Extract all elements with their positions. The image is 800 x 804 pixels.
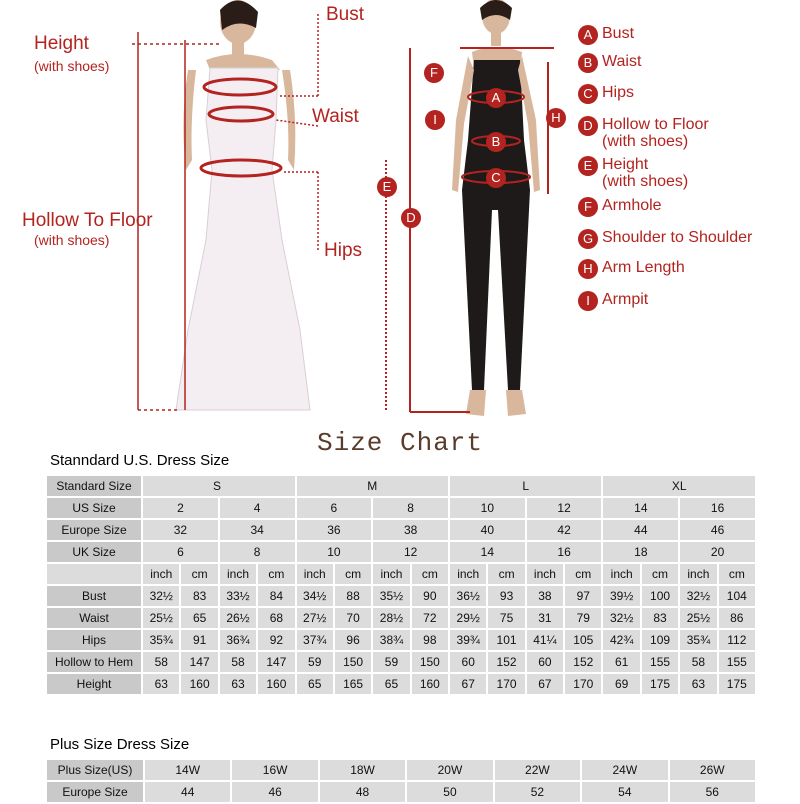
cell: 160 bbox=[412, 674, 448, 694]
legend-item-hollow bbox=[578, 116, 709, 150]
legend-text: Waist bbox=[602, 53, 642, 70]
cell: 69 bbox=[603, 674, 639, 694]
cell: 83 bbox=[181, 586, 217, 606]
cell: 65 bbox=[297, 674, 333, 694]
row-label: UK Size bbox=[47, 542, 141, 562]
cell: 48 bbox=[320, 782, 405, 802]
legend-item-height bbox=[578, 156, 688, 190]
label-waist: Waist bbox=[312, 106, 359, 127]
cell: 170 bbox=[488, 674, 524, 694]
cell: 155 bbox=[719, 652, 755, 672]
legend-letter: B bbox=[578, 53, 598, 73]
cell: 70 bbox=[335, 608, 371, 628]
legend-text: Armpit bbox=[602, 291, 649, 308]
legend-text: Hips bbox=[602, 84, 635, 101]
cell: 14 bbox=[450, 542, 525, 562]
cell: 84 bbox=[258, 586, 294, 606]
cell: 6 bbox=[297, 498, 372, 518]
cell: 16 bbox=[680, 498, 755, 518]
cell: 29½ bbox=[450, 608, 486, 628]
legend-item-arm-length bbox=[578, 259, 685, 279]
cell: 101 bbox=[488, 630, 524, 650]
table-row bbox=[47, 760, 755, 780]
cell: 32½ bbox=[603, 608, 639, 628]
cell: 175 bbox=[642, 674, 678, 694]
cell: 109 bbox=[642, 630, 678, 650]
legend-item-hips bbox=[578, 84, 634, 104]
cell: 26½ bbox=[220, 608, 256, 628]
table-row bbox=[47, 608, 755, 628]
cell: 42 bbox=[527, 520, 602, 540]
cell: 25½ bbox=[680, 608, 716, 628]
legend-letter: H bbox=[578, 259, 598, 279]
plus-section-title: Plus Size Dress Size bbox=[50, 736, 190, 753]
table-row bbox=[47, 782, 755, 802]
row-label: US Size bbox=[47, 498, 141, 518]
cell: 20 bbox=[680, 542, 755, 562]
cell: 92 bbox=[258, 630, 294, 650]
unit-inch: inch bbox=[143, 564, 179, 584]
cell: 39¾ bbox=[450, 630, 486, 650]
cell: 10 bbox=[297, 542, 372, 562]
body-figure bbox=[452, 0, 540, 416]
cell: 58 bbox=[680, 652, 716, 672]
table-row bbox=[47, 586, 755, 606]
group-m: M bbox=[297, 476, 448, 496]
unit-inch: inch bbox=[373, 564, 409, 584]
legend-letter: D bbox=[578, 116, 598, 136]
us-section-title: Stanndard U.S. Dress Size bbox=[50, 452, 230, 469]
cell: 18W bbox=[320, 760, 405, 780]
size-chart-title: Size Chart bbox=[316, 428, 484, 458]
legend-item-bust bbox=[578, 25, 634, 45]
label-height: Height bbox=[34, 33, 89, 54]
unit-cm: cm bbox=[719, 564, 755, 584]
cell: 79 bbox=[565, 608, 601, 628]
cell: 59 bbox=[373, 652, 409, 672]
cell: 37¾ bbox=[297, 630, 333, 650]
row-label: Europe Size bbox=[47, 782, 143, 802]
cell: 160 bbox=[258, 674, 294, 694]
cell: 35¾ bbox=[143, 630, 179, 650]
unit-inch: inch bbox=[297, 564, 333, 584]
row-label: Hollow to Hem bbox=[47, 652, 141, 672]
unit-inch: inch bbox=[450, 564, 486, 584]
row-label: Waist bbox=[47, 608, 141, 628]
cell: 56 bbox=[670, 782, 755, 802]
dress-figure bbox=[176, 0, 310, 410]
legend-subtext: (with shoes) bbox=[602, 173, 689, 190]
cell: 165 bbox=[335, 674, 371, 694]
cell: 105 bbox=[565, 630, 601, 650]
cell: 88 bbox=[335, 586, 371, 606]
cell: 18 bbox=[603, 542, 678, 562]
unit-inch: inch bbox=[220, 564, 256, 584]
cell: 24W bbox=[582, 760, 667, 780]
cell: 33½ bbox=[220, 586, 256, 606]
cell: 52 bbox=[495, 782, 580, 802]
cell: 147 bbox=[258, 652, 294, 672]
legend-subtext: (with shoes) bbox=[602, 133, 689, 150]
unit-inch: inch bbox=[680, 564, 716, 584]
unit-row bbox=[47, 564, 755, 584]
cell: 160 bbox=[181, 674, 217, 694]
marker-c: C bbox=[486, 168, 506, 188]
legend-text: Hollow to Floor bbox=[602, 116, 709, 133]
cell: 93 bbox=[488, 586, 524, 606]
cell: 12 bbox=[527, 498, 602, 518]
legend-letter: E bbox=[578, 156, 598, 176]
table-row bbox=[47, 674, 755, 694]
cell: 40 bbox=[450, 520, 525, 540]
legend-text: Shoulder to Shoulder bbox=[602, 229, 753, 246]
unit-cm: cm bbox=[488, 564, 524, 584]
table-row bbox=[47, 476, 755, 496]
cell: 60 bbox=[450, 652, 486, 672]
cell: 41¼ bbox=[527, 630, 563, 650]
cell: 46 bbox=[232, 782, 317, 802]
unit-cm: cm bbox=[181, 564, 217, 584]
legend-item-armhole bbox=[578, 197, 662, 217]
legend-text: Armhole bbox=[602, 197, 662, 214]
cell: 42¾ bbox=[603, 630, 639, 650]
row-label: Plus Size(US) bbox=[47, 760, 143, 780]
legend-letter: F bbox=[578, 197, 598, 217]
legend-item-armpit bbox=[578, 291, 648, 311]
row-label: Hips bbox=[47, 630, 141, 650]
row-label: Standard Size bbox=[47, 476, 141, 496]
cell: 67 bbox=[450, 674, 486, 694]
legend-text: Arm Length bbox=[602, 259, 685, 276]
cell: 14W bbox=[145, 760, 230, 780]
label-bust: Bust bbox=[326, 4, 365, 25]
unit-cm: cm bbox=[412, 564, 448, 584]
cell: 58 bbox=[220, 652, 256, 672]
cell: 86 bbox=[719, 608, 755, 628]
cell: 58 bbox=[143, 652, 179, 672]
cell: 27½ bbox=[297, 608, 333, 628]
label-hollow: Hollow To Floor bbox=[22, 210, 153, 231]
marker-h: H bbox=[546, 108, 566, 128]
cell: 20W bbox=[407, 760, 492, 780]
label-height-sub: (with shoes) bbox=[34, 58, 110, 74]
cell: 16 bbox=[527, 542, 602, 562]
table-row bbox=[47, 542, 755, 562]
cell: 59 bbox=[297, 652, 333, 672]
cell: 91 bbox=[181, 630, 217, 650]
cell: 31 bbox=[527, 608, 563, 628]
legend-text-block bbox=[602, 156, 688, 190]
us-size-table bbox=[45, 474, 757, 696]
cell: 65 bbox=[181, 608, 217, 628]
marker-d: D bbox=[401, 208, 421, 228]
legend-letter: G bbox=[578, 229, 598, 249]
cell: 16W bbox=[232, 760, 317, 780]
cell: 46 bbox=[680, 520, 755, 540]
row-label: Europe Size bbox=[47, 520, 141, 540]
cell: 61 bbox=[603, 652, 639, 672]
label-hips: Hips bbox=[324, 240, 363, 261]
cell: 4 bbox=[220, 498, 295, 518]
cell: 155 bbox=[642, 652, 678, 672]
legend-text: Bust bbox=[602, 25, 635, 42]
cell: 112 bbox=[719, 630, 755, 650]
cell: 2 bbox=[143, 498, 218, 518]
cell: 32½ bbox=[680, 586, 716, 606]
legend-item-shoulder bbox=[578, 229, 752, 249]
cell: 32 bbox=[143, 520, 218, 540]
marker-f: F bbox=[424, 63, 444, 83]
cell: 8 bbox=[373, 498, 448, 518]
legend-text-block bbox=[602, 116, 709, 150]
cell: 150 bbox=[412, 652, 448, 672]
cell: 50 bbox=[407, 782, 492, 802]
unit-cm: cm bbox=[335, 564, 371, 584]
unit-inch: inch bbox=[527, 564, 563, 584]
group-l: L bbox=[450, 476, 601, 496]
cell: 60 bbox=[527, 652, 563, 672]
cell: 25½ bbox=[143, 608, 179, 628]
cell: 97 bbox=[565, 586, 601, 606]
cell: 35½ bbox=[373, 586, 409, 606]
cell: 34 bbox=[220, 520, 295, 540]
cell: 104 bbox=[719, 586, 755, 606]
body-diagram bbox=[370, 0, 570, 425]
cell: 150 bbox=[335, 652, 371, 672]
cell: 65 bbox=[373, 674, 409, 694]
legend-item-waist bbox=[578, 53, 641, 73]
cell: 22W bbox=[495, 760, 580, 780]
cell: 98 bbox=[412, 630, 448, 650]
row-label bbox=[47, 564, 141, 584]
cell: 32½ bbox=[143, 586, 179, 606]
cell: 34½ bbox=[297, 586, 333, 606]
cell: 12 bbox=[373, 542, 448, 562]
cell: 36½ bbox=[450, 586, 486, 606]
cell: 63 bbox=[143, 674, 179, 694]
marker-b: B bbox=[486, 132, 506, 152]
group-s: S bbox=[143, 476, 294, 496]
cell: 75 bbox=[488, 608, 524, 628]
cell: 38¾ bbox=[373, 630, 409, 650]
cell: 152 bbox=[565, 652, 601, 672]
table-row bbox=[47, 498, 755, 518]
cell: 54 bbox=[582, 782, 667, 802]
cell: 63 bbox=[220, 674, 256, 694]
table-row bbox=[47, 652, 755, 672]
plus-size-table bbox=[45, 758, 757, 804]
cell: 10 bbox=[450, 498, 525, 518]
cell: 26W bbox=[670, 760, 755, 780]
cell: 44 bbox=[145, 782, 230, 802]
row-label: Height bbox=[47, 674, 141, 694]
cell: 90 bbox=[412, 586, 448, 606]
table-row bbox=[47, 630, 755, 650]
group-xl: XL bbox=[603, 476, 755, 496]
cell: 67 bbox=[527, 674, 563, 694]
cell: 152 bbox=[488, 652, 524, 672]
cell: 96 bbox=[335, 630, 371, 650]
cell: 170 bbox=[565, 674, 601, 694]
legend-letter: A bbox=[578, 25, 598, 45]
cell: 44 bbox=[603, 520, 678, 540]
legend-text: Height bbox=[602, 156, 649, 173]
cell: 36¾ bbox=[220, 630, 256, 650]
cell: 6 bbox=[143, 542, 218, 562]
unit-cm: cm bbox=[565, 564, 601, 584]
cell: 28½ bbox=[373, 608, 409, 628]
cell: 63 bbox=[680, 674, 716, 694]
marker-a: A bbox=[486, 88, 506, 108]
legend-letter: I bbox=[578, 291, 598, 311]
cell: 100 bbox=[642, 586, 678, 606]
cell: 14 bbox=[603, 498, 678, 518]
row-label: Bust bbox=[47, 586, 141, 606]
marker-e: E bbox=[377, 177, 397, 197]
cell: 36 bbox=[297, 520, 372, 540]
unit-inch: inch bbox=[603, 564, 639, 584]
unit-cm: cm bbox=[642, 564, 678, 584]
cell: 38 bbox=[527, 586, 563, 606]
marker-i: I bbox=[425, 110, 445, 130]
cell: 68 bbox=[258, 608, 294, 628]
cell: 175 bbox=[719, 674, 755, 694]
unit-cm: cm bbox=[258, 564, 294, 584]
label-hollow-sub: (with shoes) bbox=[34, 232, 110, 248]
cell: 38 bbox=[373, 520, 448, 540]
cell: 39½ bbox=[603, 586, 639, 606]
cell: 72 bbox=[412, 608, 448, 628]
table-row bbox=[47, 520, 755, 540]
cell: 8 bbox=[220, 542, 295, 562]
cell: 147 bbox=[181, 652, 217, 672]
legend-letter: C bbox=[578, 84, 598, 104]
cell: 35¾ bbox=[680, 630, 716, 650]
cell: 83 bbox=[642, 608, 678, 628]
